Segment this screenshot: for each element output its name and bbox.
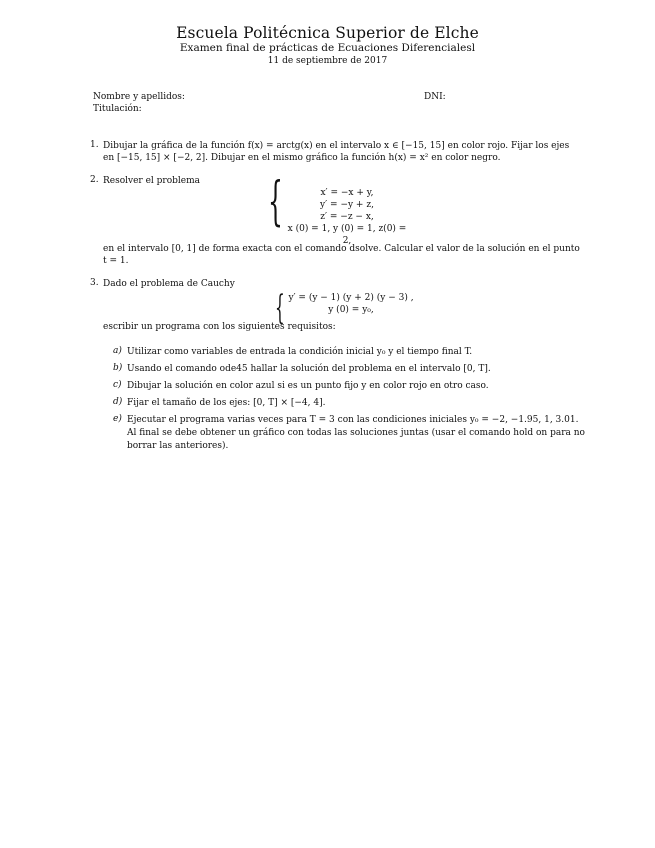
q2-intro: Resolver el problema [103,176,201,186]
name-label: Nombre y apellidos: [93,92,185,102]
q3-item-b-text: Usando el comando ode45 hallar la solución del problema en el intervalo [0, T]. [127,364,491,374]
q2-number: 2. [90,175,99,185]
q2-eq4: x (0) = 1, y (0) = 1, z(0) = 2, [287,224,407,246]
q3-item-b-label: b) [113,363,123,373]
q1-line1: Dibujar la gráfica de la función f(x) = arctg(x) en el intervalo x ∈ [−15, 15] en color rojo. Fijar los ejes [103,141,570,151]
q3-intro: Dado el problema de Cauchy [103,279,235,289]
exam-date: 11 de septiembre de 2017 [267,56,388,66]
q1-number: 1. [90,140,99,150]
q3-item-d-text: Fijar el tamaño de los ejes: [0, T] × [−4, 4]. [127,398,326,408]
q2-line2: t = 1. [103,256,129,266]
q3-item-a-text: Utilizar como variables de entrada la condición inicial y₀ y el tiempo final T. [127,347,473,357]
q3-eq1: y′ = (y − 1) (y + 2) (y − 3) , [288,293,414,303]
q1-line2: en [−15, 15] × [−2, 2]. Dibujar en el mismo gráfico la función h(x) = x² en color negro. [103,153,501,163]
q3-item-e-label: e) [113,414,122,424]
q2-eq3: z′ = −z − x, [320,212,374,222]
q3-item-d-label: d) [113,397,123,407]
q2-system-brace: { [268,172,283,232]
q3-eq2: y (0) = y₀, [328,305,374,315]
q2-eq1: x′ = −x + y, [320,188,374,198]
q2-eq2: y′ = −y + z, [320,200,374,210]
q3-system-brace: { [275,288,285,328]
q3-item-c-label: c) [113,380,122,390]
q2-line1: en el intervalo [0, 1] de forma exacta con el comando dsolve. Calcular el valor de la solución en el punto [103,244,580,254]
q3-item-c-text: Dibujar la solución en color azul si es un punto fijo y en color rojo en otro caso. [127,381,489,391]
q3-number: 3. [90,278,99,288]
q3-item-e-text2: Al final se debe obtener un gráfico con todas las soluciones juntas (usar el comando hold on para no [127,428,585,438]
q3-item-a-label: a) [113,346,122,356]
degree-label: Titulación: [93,104,142,114]
page-title: Escuela Politécnica Superior de Elche [176,24,479,42]
q3-requirements: escribir un programa con los siguientes requisitos: [103,322,336,332]
q3-item-e-text3: borrar las anteriores). [127,441,229,451]
q3-item-e-text: Ejecutar el programa varias veces para T = 3 con las condiciones iniciales y₀ = −2, −1.95, 1, 3.01. [127,415,579,425]
exam-subtitle: Examen final de prácticas de Ecuaciones Diferencialesl [179,42,476,54]
dni-label: DNI: [424,92,446,102]
